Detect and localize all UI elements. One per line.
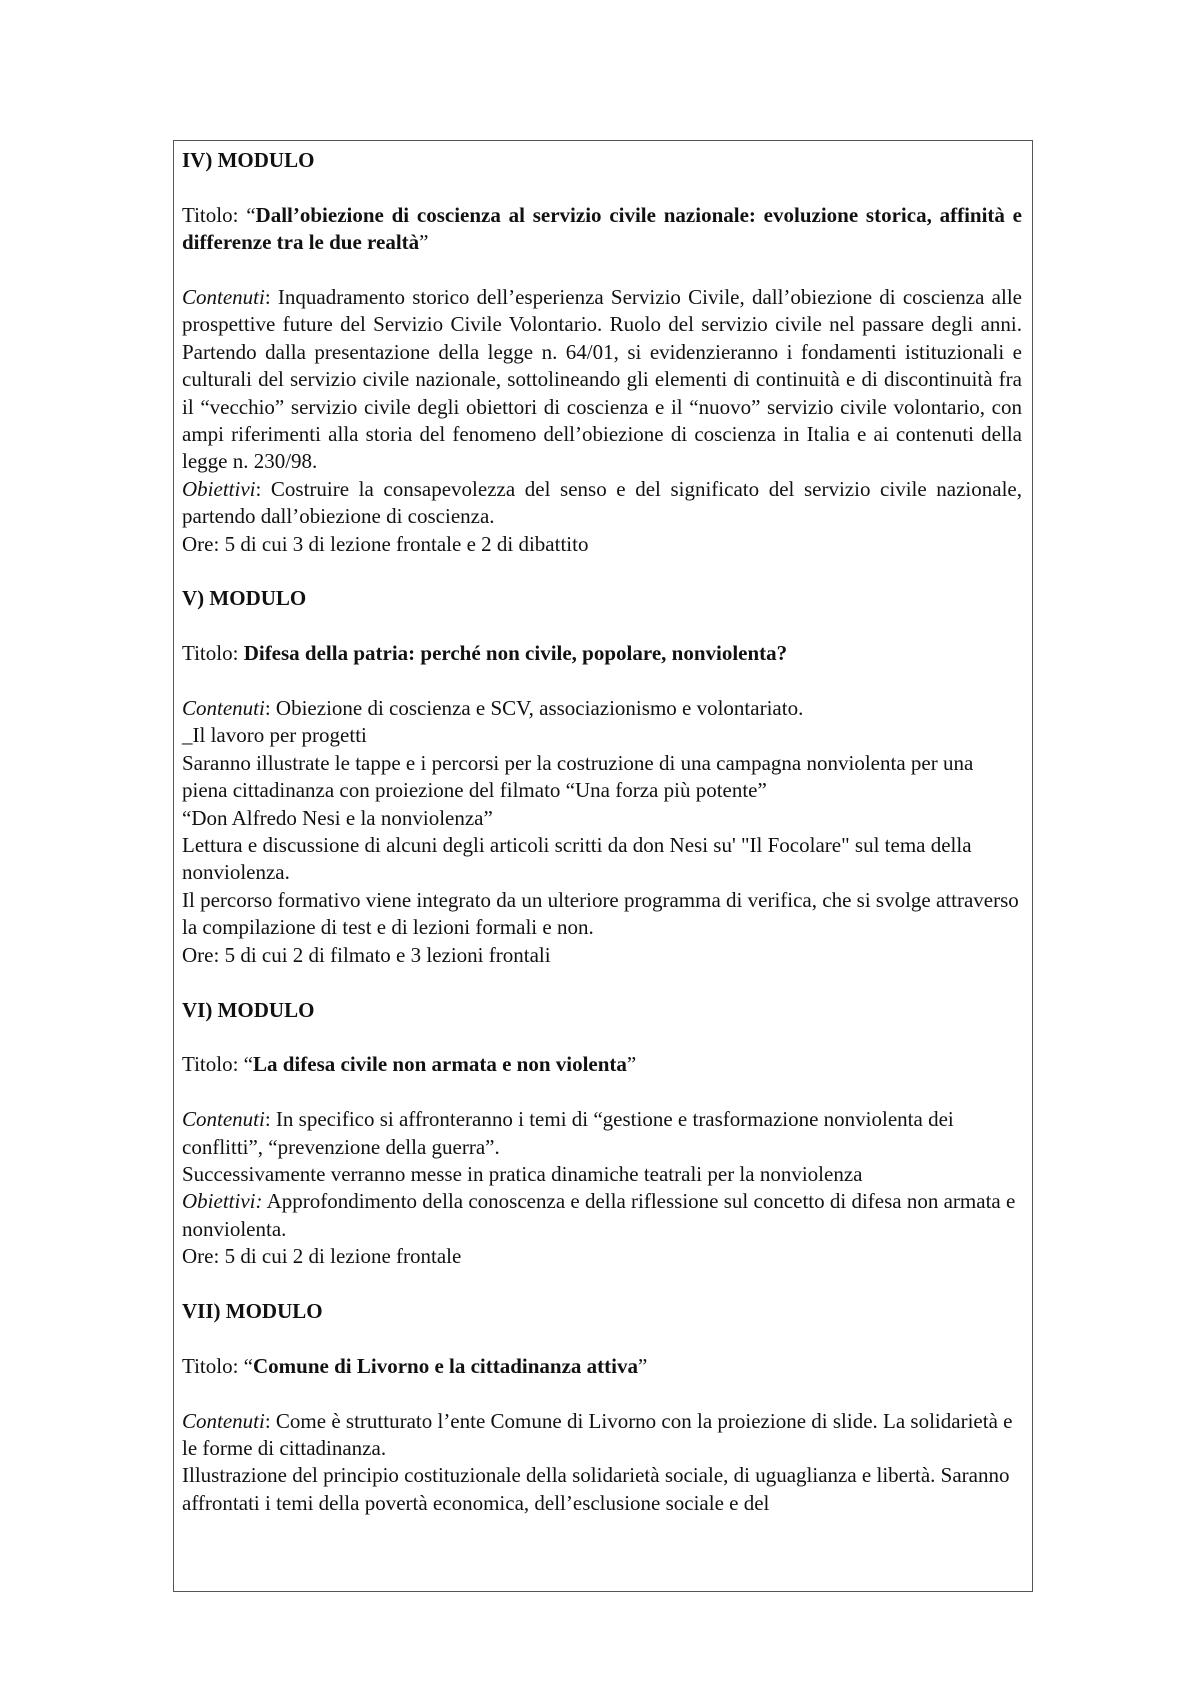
module-ore: Ore: 5 di cui 2 di filmato e 3 lezioni frontali — [182, 942, 551, 967]
module-ore: Ore: 5 di cui 3 di lezione frontale e 2 di dibattito — [182, 531, 589, 556]
module-extra: Illustrazione del principio costituzionale della solidarietà sociale, di uguaglianza e libertà. Saranno affrontati i temi della povertà economica, dell’esclusione sociale e del — [182, 1463, 1010, 1515]
document-box — [173, 140, 1033, 1592]
module-vii — [182, 1298, 1022, 1517]
module-vi — [182, 997, 1022, 1298]
module-line: Il percorso formativo viene integrato da un ulteriore programma di verifica, che si svolge attraverso la compilazione di test e di lezioni formali e non. — [182, 887, 1019, 940]
module-line: Saranno illustrate le tappe e i percorsi per la costruzione di una campagna nonviolenta per una piena cittadinanza con proiezione del filmato “Una forza più potente” — [182, 750, 974, 803]
module-obiettivi: Obiettivi: Approfondimento della conoscenza e della riflessione sul concetto di difesa non armata e nonviolenta. — [182, 1189, 1016, 1241]
module-contenuti: Contenuti: Inquadramento storico dell’esperienza Servizio Civile, dall’obiezione di coscienza alle prospettive future del Servizio Civile Volontario. Ruolo del servizio civile nel passare degli anni. Partendo dalla presentazione della legge n. 64/01, si evidenzieranno i fondamenti istituzionali e culturali del servizio civile nazionale, sottolineando gli elementi di continuità e di discontinuità fra il “vecchio” servizio civile degli obiettori di coscienza e il “nuovo” servizio civile volontario, con ampi riferimenti alla storia del fenomeno dell’obiezione di coscienza in Italia e ai contenuti della legge n. 230/98. — [182, 285, 1022, 474]
module-heading: IV) MODULO — [182, 148, 315, 172]
module-contenuti: Contenuti: Obiezione di coscienza e SCV, associazionismo e volontariato. — [182, 696, 804, 721]
module-heading: VII) MODULO — [182, 1298, 323, 1323]
module-contenuti: Contenuti: Come è strutturato l’ente Comune di Livorno con la proiezione di slide. La solidarietà e le forme di cittadinanza. — [182, 1408, 1013, 1460]
module-iv — [182, 147, 1022, 585]
module-title: Titolo: “Comune di Livorno e la cittadinanza attiva” — [182, 1353, 648, 1378]
module-title: Titolo: “Dall’obiezione di coscienza al servizio civile nazionale: evoluzione storica, affinità e differenze tra le due realtà” — [182, 202, 1023, 255]
module-obiettivi: Obiettivi: Costruire la consapevolezza del senso e del significato del servizio civile nazionale, partendo dall’obiezione di coscienza. — [182, 476, 1022, 529]
module-title: Titolo: Difesa della patria: perché non civile, popolare, nonviolenta? — [182, 641, 788, 666]
module-line: “Don Alfredo Nesi e la nonviolenza” — [182, 805, 493, 830]
module-extra: Successivamente verranno messe in pratica dinamiche teatrali per la nonviolenza — [182, 1161, 863, 1186]
module-v — [182, 585, 1022, 996]
module-contenuti: Contenuti: In specifico si affronteranno i temi di “gestione e trasformazione nonviolenta dei conflitti”, “prevenzione della guerra”. — [182, 1107, 954, 1159]
module-line: Lettura e discussione di alcuni degli articoli scritti da don Nesi su' "Il Focolare" sul tema della nonviolenza. — [182, 833, 972, 885]
module-heading: V) MODULO — [182, 586, 307, 611]
module-ore: Ore: 5 di cui 2 di lezione frontale — [182, 1244, 462, 1269]
module-heading: VI) MODULO — [182, 997, 315, 1022]
module-line: _Il lavoro per progetti — [182, 723, 367, 748]
module-title: Titolo: “La difesa civile non armata e non violenta” — [182, 1052, 637, 1077]
